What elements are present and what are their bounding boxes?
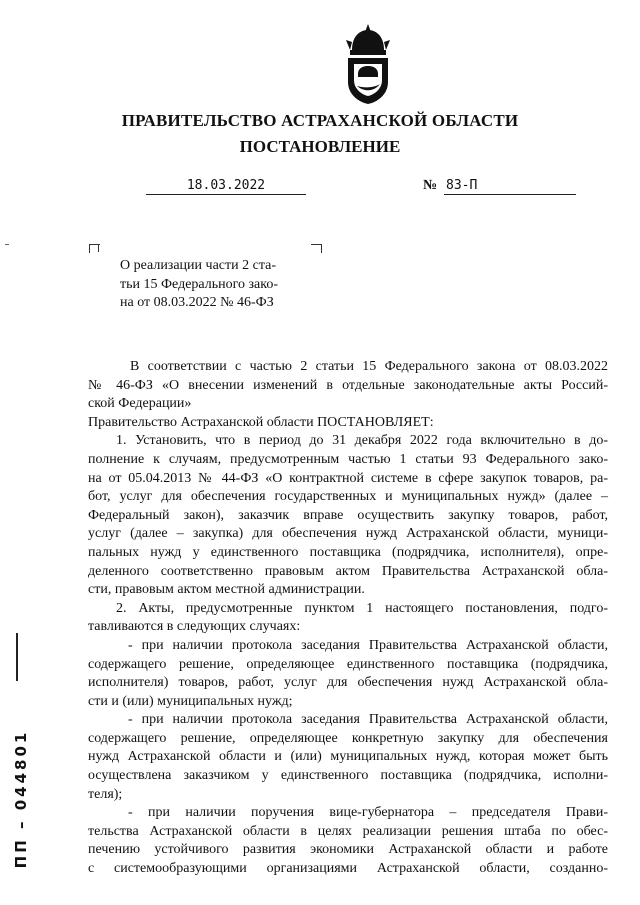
body-line: сти, правовым актом местной администрации. [88,582,365,598]
subject-line: тьи 15 Федерального зако- [120,276,279,292]
body-line: содержащего решение, определяющее конкретную закупку для обеспечения [88,730,608,746]
body-line: В соответствии с частью 2 статьи 15 Федерального закона от 08.03.2022 [130,359,608,374]
body-line: осуществлена заказчиком у единственного поставщика (подрядчика, исполни- [88,768,608,784]
subject-line: на от 08.03.2022 № 46-ФЗ [120,295,274,310]
document-number: 83-П [444,178,576,195]
document-subject [120,257,310,313]
body-line: Правительство Астраханской области ПОСТАНОВЛЯЕТ: [88,414,434,430]
number-sign: № [423,178,438,193]
astrakhan-coat-of-arms-icon [338,22,398,106]
body-line: печению устойчивого развития экономики Астраханской области и работе [88,842,608,858]
body-line: теля); [88,786,123,802]
body-line: 2. Акты, предусмотренные пунктом 1 настоящего постановления, подго- [116,600,608,616]
body-line: тавливаются в следующих случаях: [88,619,301,635]
body-line: сти и (или) муниципальных нужд; [88,693,293,709]
body-line: ской Федерации» [88,396,192,412]
body-line: с системообразующими организациями Астраханской области, созданно- [88,861,608,877]
body-line: № 46-ФЗ «О внесении изменений в отдельные законодательные акты Россий- [88,377,608,393]
body-line: Федеральный закон), заказчик вправе осуществить закупку товаров, работ, [88,507,608,523]
organization-title: ПРАВИТЕЛЬСТВО АСТРАХАНСКОЙ ОБЛАСТИ [121,111,519,130]
subject-line: О реализации части 2 ста- [120,258,276,273]
margin-edge-mark [16,633,18,681]
body-line: нужд Астраханской области и (или) муниципальных нужд, которая может быть [88,749,608,765]
body-line: содержащего решение, определяющее единственного поставщика (подрядчика, [88,656,608,672]
document-body [88,358,608,879]
serial-number-text: ПП – 044801 [12,729,30,869]
body-line: услуг (далее – закупка) для обеспечения нужд Астраханской области, муници- [88,526,608,542]
body-line: 1. Установить, что в период до 31 декабря 2022 года включительно в до- [116,433,608,449]
body-line: пальных нужд у единственного поставщика (подрядчика, исполнителя), опре- [88,544,608,560]
body-line: тельства Астраханской области в целях реализации решения штаба по обес- [88,823,608,839]
body-line: на от 05.04.2013 № 44-ФЗ «О контрактной системе в сфере закупок товаров, ра- [88,470,608,486]
margin-serial-number [6,720,30,880]
subject-bracket-left-inner [98,244,107,252]
body-line: деленного соответственно правовым актом Правительства Астраханской обла- [88,563,608,579]
body-line: - при наличии протокола заседания Правительства Астраханской области, [128,637,608,653]
subject-bracket-right [311,244,322,253]
body-line: исполнителя) товаров, работ, услуг для обеспечения нужд Астраханской обла- [88,675,608,691]
document-type: ПОСТАНОВЛЕНИЕ [239,137,401,156]
margin-tick [5,244,9,245]
body-line: бот, услуг для обеспечения государственных и муниципальных нужд» (далее – [88,489,608,505]
document-date: 18.03.2022 [146,178,306,195]
body-line: полнение к случаям, предусмотренным частью 1 статьи 93 Федерального зако- [88,451,608,467]
body-line: - при наличии поручения вице-губернатора – председателя Прави- [128,805,608,821]
body-line: - при наличии протокола заседания Правительства Астраханской области, [128,712,608,728]
